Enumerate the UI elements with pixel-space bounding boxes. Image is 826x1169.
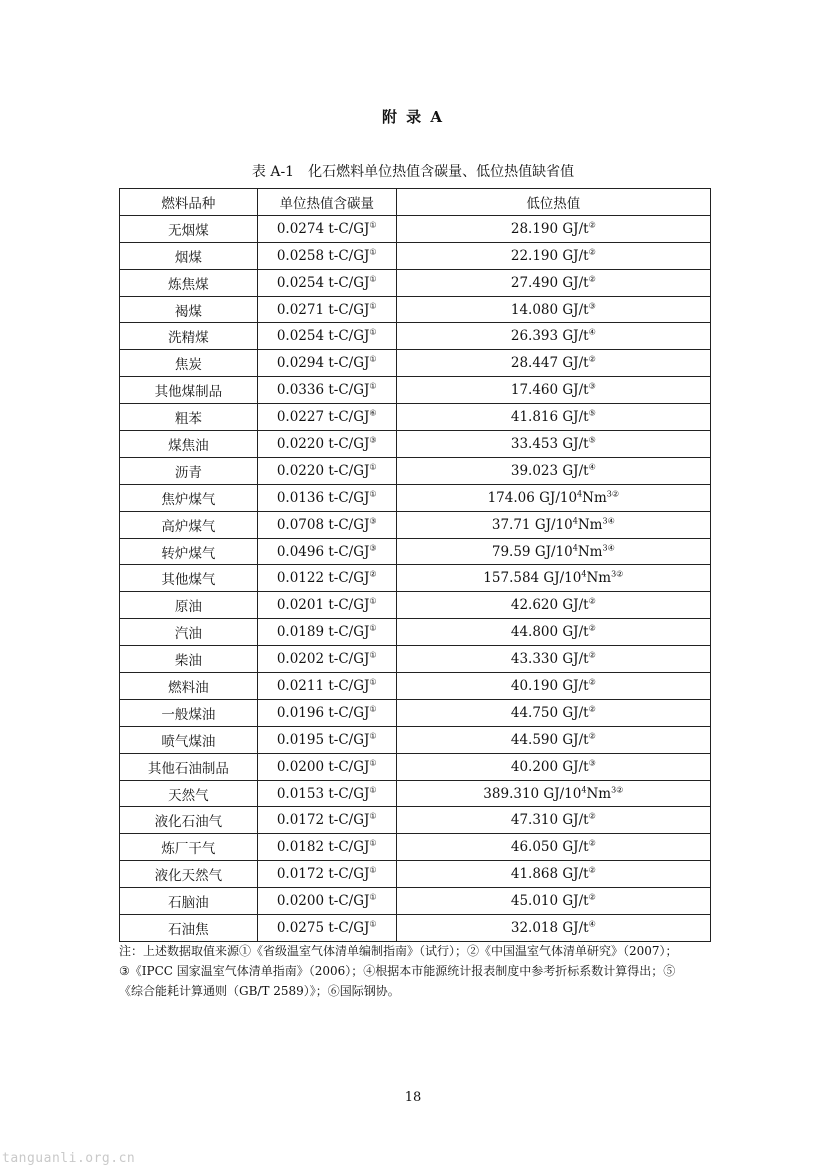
lhv-value: 32.018 GJ/t [510, 919, 589, 936]
table-row [120, 807, 711, 834]
source-footnote-mark: ① [369, 677, 377, 687]
source-footnote-mark: ④ [588, 327, 596, 337]
table-row [120, 242, 711, 269]
fuel-name-cell: 粗苯 [120, 404, 258, 431]
source-footnote-mark: ③ [588, 381, 596, 391]
carbon-content-cell [257, 592, 396, 619]
lhv-cell [396, 861, 710, 888]
fuel-name-cell: 炼焦煤 [120, 269, 258, 296]
source-footnote-mark: ② [616, 785, 624, 795]
source-footnote-mark: ① [369, 785, 377, 795]
source-footnote-mark: ① [369, 462, 377, 472]
carbon-content-cell [257, 484, 396, 511]
lhv-value: 17.460 GJ/t [510, 382, 589, 399]
table-row [120, 350, 711, 377]
source-footnote-mark: ② [588, 677, 596, 687]
source-footnote-mark: ① [369, 220, 377, 230]
carbon-value: 0.0336 t-C/GJ [276, 382, 370, 399]
carbon-content-cell [257, 753, 396, 780]
table-row [120, 538, 711, 565]
source-footnote-mark: ④ [607, 543, 615, 553]
source-footnote-mark: ② [369, 569, 377, 579]
source-footnote-mark: ⑥ [369, 408, 377, 418]
fuel-name-cell: 煤焦油 [120, 431, 258, 458]
fuel-name-cell: 其他煤制品 [120, 377, 258, 404]
lhv-value: 28.190 GJ/t [510, 220, 589, 237]
lhv-value: 27.490 GJ/t [510, 274, 589, 291]
fuel-name-cell: 无烟煤 [120, 215, 258, 242]
table-row [120, 861, 711, 888]
fuel-name-cell: 汽油 [120, 619, 258, 646]
source-footnote-mark: ② [588, 650, 596, 660]
lhv-cell [396, 404, 710, 431]
note-line-1: 注：上述数据取值来源①《省级温室气体清单编制指南》（试行）；②《中国温室气体清单研究》（2007）； [119, 944, 678, 958]
source-footnote-mark: ② [588, 274, 596, 284]
carbon-value: 0.0172 t-C/GJ [276, 812, 370, 829]
fuel-name-cell: 石油焦 [120, 915, 258, 942]
lhv-exponent: 4 [572, 543, 578, 553]
source-footnote-mark: ② [588, 623, 596, 633]
source-footnote-mark: ① [369, 623, 377, 633]
lhv-cell [396, 538, 710, 565]
carbon-value: 0.0202 t-C/GJ [276, 651, 370, 668]
lhv-value: 44.750 GJ/t [510, 704, 589, 721]
carbon-content-cell [257, 377, 396, 404]
fuel-name-cell: 洗精煤 [120, 323, 258, 350]
carbon-content-cell [257, 215, 396, 242]
fuel-name-cell: 沥青 [120, 457, 258, 484]
lhv-cell [396, 619, 710, 646]
source-footnote-mark: ② [588, 865, 596, 875]
carbon-value: 0.0708 t-C/GJ [276, 516, 370, 533]
lhv-unit-exponent: 3 [611, 569, 617, 579]
carbon-value: 0.0496 t-C/GJ [276, 543, 370, 560]
lhv-cell [396, 511, 710, 538]
lhv-value: 174.06 GJ/10 [487, 489, 578, 506]
table-row [120, 673, 711, 700]
source-footnote-mark: ① [369, 838, 377, 848]
source-footnote-mark: ② [588, 892, 596, 902]
fuel-name-cell: 褐煤 [120, 296, 258, 323]
source-footnote-mark: ③ [369, 543, 377, 553]
lhv-value: 44.800 GJ/t [510, 624, 589, 641]
lhv-value: 22.190 GJ/t [510, 247, 589, 264]
table-row [120, 323, 711, 350]
carbon-content-cell [257, 404, 396, 431]
source-footnote-mark: ① [369, 327, 377, 337]
table-row [120, 431, 711, 458]
source-footnote-mark: ⑤ [588, 408, 596, 418]
carbon-content-cell [257, 457, 396, 484]
fuel-name-cell: 石脑油 [120, 888, 258, 915]
carbon-content-cell [257, 834, 396, 861]
carbon-value: 0.0254 t-C/GJ [276, 274, 370, 291]
carbon-value: 0.0227 t-C/GJ [276, 409, 370, 426]
lhv-value: 41.816 GJ/t [510, 409, 589, 426]
lhv-exponent: 4 [577, 489, 583, 499]
fuel-name-cell: 其他石油制品 [120, 753, 258, 780]
carbon-value: 0.0122 t-C/GJ [276, 570, 370, 587]
page-number: 18 [404, 1090, 422, 1105]
appendix-title: 附 录 A [381, 108, 445, 126]
source-footnote-mark: ① [369, 596, 377, 606]
lhv-exponent: 4 [581, 785, 587, 795]
header-lhv: 低位热值 [396, 189, 710, 216]
carbon-content-cell [257, 323, 396, 350]
header-carbon: 单位热值含碳量 [257, 189, 396, 216]
source-footnote-mark: ② [611, 489, 620, 499]
header-fuel: 燃料品种 [120, 189, 258, 216]
table-header-row [120, 189, 711, 216]
source-footnote-mark: ① [369, 301, 377, 310]
lhv-cell [396, 673, 710, 700]
lhv-value: 33.453 GJ/t [510, 435, 589, 452]
lhv-value: 41.868 GJ/t [510, 866, 589, 883]
carbon-value: 0.0200 t-C/GJ [276, 893, 370, 910]
lhv-unit-exponent: 3 [606, 489, 612, 499]
carbon-value: 0.0274 t-C/GJ [276, 220, 370, 237]
carbon-value: 0.0195 t-C/GJ [276, 731, 370, 748]
fuel-name-cell: 焦炉煤气 [120, 484, 258, 511]
table-row [120, 619, 711, 646]
fuel-name-cell: 原油 [120, 592, 258, 619]
table-row [120, 215, 711, 242]
table-row [120, 296, 711, 323]
source-footnote-mark: ① [369, 811, 377, 821]
lhv-cell [396, 431, 710, 458]
source-footnote-mark: ① [369, 731, 377, 741]
carbon-value: 0.0271 t-C/GJ [276, 301, 370, 318]
lhv-unit: Nm [577, 543, 603, 560]
table-row [120, 753, 711, 780]
source-footnote-mark: ① [369, 704, 377, 714]
table-row [120, 699, 711, 726]
carbon-value: 0.0200 t-C/GJ [276, 758, 370, 775]
table-row [120, 915, 711, 942]
lhv-cell [396, 269, 710, 296]
source-footnote-mark: ① [369, 865, 377, 875]
lhv-cell [396, 753, 710, 780]
lhv-cell [396, 915, 710, 942]
table-row [120, 834, 711, 861]
source-footnote-mark: ① [369, 247, 377, 257]
lhv-cell [396, 377, 710, 404]
carbon-value: 0.0189 t-C/GJ [276, 624, 370, 641]
lhv-exponent: 4 [581, 569, 587, 579]
source-footnote-mark: ② [588, 220, 596, 230]
lhv-value: 26.393 GJ/t [510, 328, 589, 345]
source-footnote-mark: ③ [369, 516, 377, 526]
source-footnote-mark: ② [588, 731, 596, 741]
lhv-cell [396, 242, 710, 269]
lhv-unit-exponent: 3 [602, 516, 608, 526]
source-footnote-mark: ② [588, 838, 596, 848]
source-footnote-mark: ① [369, 489, 377, 499]
fuel-name-cell: 其他煤气 [120, 565, 258, 592]
carbon-content-cell [257, 673, 396, 700]
lhv-cell [396, 484, 710, 511]
table-row [120, 888, 711, 915]
note-line-2: ③《IPCC 国家温室气体清单指南》（2006）；④根据本市能源统计报表制度中参考折标系数计算得出；⑤ [119, 964, 676, 978]
lhv-value: 47.310 GJ/t [510, 812, 589, 829]
lhv-exponent: 4 [572, 516, 578, 526]
fuel-name-cell: 喷气煤油 [120, 726, 258, 753]
carbon-content-cell [257, 888, 396, 915]
table-caption: 表 A-1 化石燃料单位热值含碳量、低位热值缺省值 [251, 164, 575, 180]
lhv-value: 46.050 GJ/t [510, 839, 589, 856]
lhv-unit-exponent: 3 [602, 543, 608, 553]
note-line-3: 《综合能耗计算通则（GB/T 2589）》；⑥国际钢协。 [119, 984, 400, 998]
carbon-content-cell [257, 350, 396, 377]
source-footnote-mark: ② [588, 247, 596, 257]
table-row [120, 377, 711, 404]
table-row [120, 780, 711, 807]
carbon-value: 0.0220 t-C/GJ [276, 435, 370, 452]
lhv-value: 45.010 GJ/t [510, 893, 589, 910]
table-row [120, 592, 711, 619]
carbon-value: 0.0211 t-C/GJ [276, 677, 370, 694]
fuel-name-cell: 液化石油气 [120, 807, 258, 834]
carbon-content-cell [257, 726, 396, 753]
carbon-content-cell [257, 619, 396, 646]
carbon-content-cell [257, 915, 396, 942]
fuel-name-cell: 柴油 [120, 646, 258, 673]
carbon-value: 0.0136 t-C/GJ [276, 489, 370, 506]
lhv-value: 37.71 GJ/10 [491, 516, 573, 533]
carbon-value: 0.0182 t-C/GJ [276, 839, 370, 856]
lhv-cell [396, 215, 710, 242]
source-footnote-mark: ① [369, 274, 377, 284]
lhv-cell [396, 780, 710, 807]
source-footnote-mark: ③ [369, 435, 377, 445]
lhv-value: 40.190 GJ/t [510, 677, 589, 694]
carbon-content-cell [257, 699, 396, 726]
source-footnote-mark: ④ [588, 462, 596, 472]
table-row [120, 646, 711, 673]
lhv-value: 79.59 GJ/10 [491, 543, 573, 560]
fuel-name-cell: 炼厂干气 [120, 834, 258, 861]
carbon-value: 0.0258 t-C/GJ [276, 247, 370, 264]
table-row [120, 565, 711, 592]
fuel-name-cell: 转炉煤气 [120, 538, 258, 565]
fuel-table [119, 188, 711, 942]
lhv-cell [396, 888, 710, 915]
fuel-name-cell: 高炉煤气 [120, 511, 258, 538]
lhv-value: 28.447 GJ/t [510, 355, 589, 372]
carbon-value: 0.0196 t-C/GJ [276, 704, 370, 721]
table-row [120, 726, 711, 753]
lhv-unit: Nm [586, 570, 612, 587]
lhv-value: 39.023 GJ/t [510, 462, 589, 479]
lhv-value: 14.080 GJ/t [510, 301, 589, 318]
carbon-content-cell [257, 646, 396, 673]
carbon-content-cell [257, 807, 396, 834]
lhv-cell [396, 457, 710, 484]
lhv-cell [396, 726, 710, 753]
lhv-value: 43.330 GJ/t [510, 651, 589, 668]
source-footnote-mark: ③ [588, 301, 596, 310]
lhv-value: 40.200 GJ/t [510, 758, 589, 775]
table-row [120, 269, 711, 296]
lhv-value: 44.590 GJ/t [510, 731, 589, 748]
source-footnote-mark: ② [588, 704, 596, 714]
lhv-unit: Nm [586, 785, 612, 802]
source-footnote-mark: ⑤ [588, 435, 596, 445]
lhv-cell [396, 592, 710, 619]
lhv-value: 42.620 GJ/t [510, 597, 589, 614]
carbon-value: 0.0275 t-C/GJ [276, 919, 370, 936]
carbon-content-cell [257, 242, 396, 269]
carbon-value: 0.0254 t-C/GJ [276, 328, 370, 345]
fuel-name-cell: 烟煤 [120, 242, 258, 269]
source-footnote-mark: ① [369, 650, 377, 660]
source-footnote-mark: ① [369, 381, 377, 391]
source-footnote-mark: ③ [588, 758, 596, 768]
source-footnote-mark: ① [369, 892, 377, 902]
table-row [120, 404, 711, 431]
source-footnote-mark: ① [369, 354, 377, 364]
fuel-name-cell: 液化天然气 [120, 861, 258, 888]
fuel-name-cell: 一般煤油 [120, 699, 258, 726]
carbon-content-cell [257, 861, 396, 888]
lhv-cell [396, 834, 710, 861]
lhv-cell [396, 350, 710, 377]
carbon-content-cell [257, 565, 396, 592]
source-note [119, 941, 719, 1001]
carbon-value: 0.0172 t-C/GJ [276, 866, 370, 883]
lhv-cell [396, 296, 710, 323]
lhv-value: 157.584 GJ/10 [483, 570, 582, 587]
lhv-cell [396, 323, 710, 350]
source-footnote-mark: ④ [588, 919, 596, 929]
carbon-content-cell [257, 780, 396, 807]
fuel-name-cell: 焦炭 [120, 350, 258, 377]
source-footnote-mark: ① [369, 919, 377, 929]
source-footnote-mark: ② [616, 569, 624, 579]
source-footnote-mark: ② [588, 354, 596, 364]
table-row [120, 484, 711, 511]
lhv-cell [396, 565, 710, 592]
carbon-content-cell [257, 511, 396, 538]
lhv-cell [396, 807, 710, 834]
table-row [120, 511, 711, 538]
lhv-unit-exponent: 3 [611, 785, 617, 795]
carbon-content-cell [257, 538, 396, 565]
fuel-name-cell: 天然气 [120, 780, 258, 807]
lhv-value: 389.310 GJ/10 [483, 785, 582, 802]
carbon-value: 0.0201 t-C/GJ [276, 597, 370, 614]
table-row [120, 457, 711, 484]
carbon-value: 0.0294 t-C/GJ [276, 355, 370, 372]
carbon-value: 0.0153 t-C/GJ [276, 785, 370, 802]
watermark: tanguanli.org.cn [2, 1151, 136, 1166]
source-footnote-mark: ① [369, 758, 377, 768]
carbon-content-cell [257, 296, 396, 323]
lhv-cell [396, 646, 710, 673]
lhv-cell [396, 699, 710, 726]
source-footnote-mark: ② [588, 596, 596, 606]
source-footnote-mark: ② [588, 811, 596, 821]
carbon-value: 0.0220 t-C/GJ [276, 462, 370, 479]
lhv-unit: Nm [577, 516, 603, 533]
lhv-unit: Nm [582, 489, 607, 506]
carbon-content-cell [257, 431, 396, 458]
carbon-content-cell [257, 269, 396, 296]
table-body [120, 215, 711, 941]
fuel-name-cell: 燃料油 [120, 673, 258, 700]
source-footnote-mark: ④ [607, 516, 615, 526]
